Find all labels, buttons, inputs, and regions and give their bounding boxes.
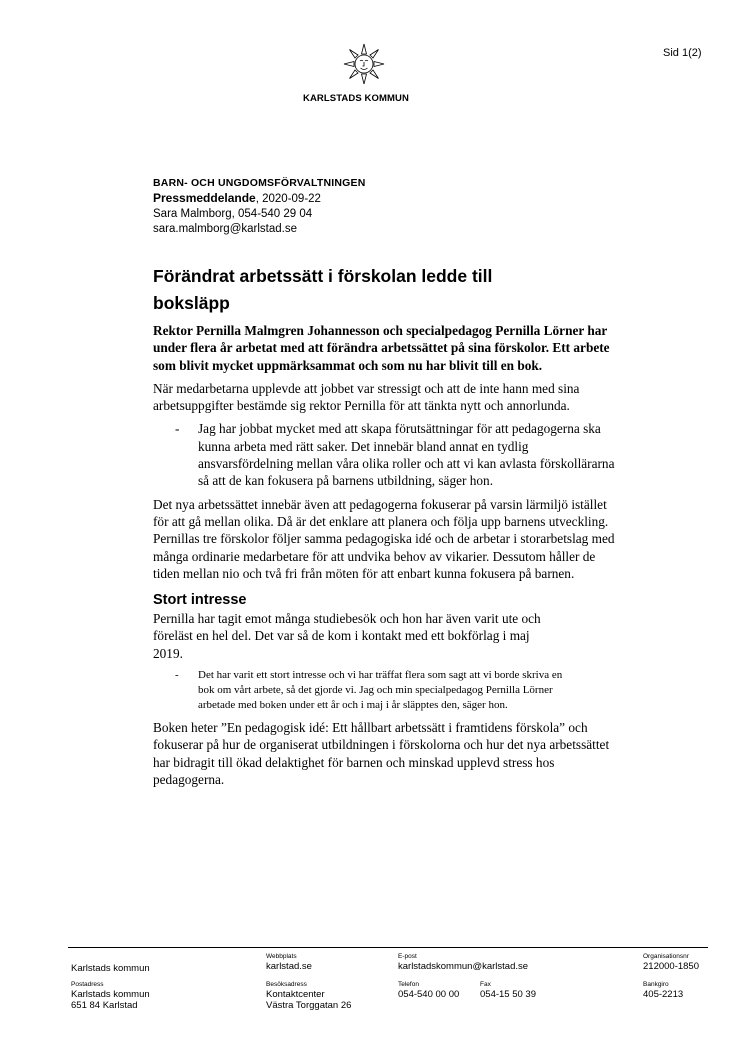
paragraph: Det nya arbetssättet innebär även att pedagogerna fokuserar på varsin lärmiljö istället för att gå mellan olika. Då är det enklare att planera och följa upp barnens utveckling. Pernillas tre förskolor följer samma pedagogiska idé och de arbetar i storarbetslag med många ordinarie medarbetare för att undvika behov av vikarier. Dessutom håller de tiden mellan nio och två fri från möten för att enbart kunna fokusera på barnen.	[153, 496, 615, 581]
footer-web: Webbplats karlstad.se	[266, 953, 312, 972]
footer-orgnr: Organisationsnr 212000-1850	[643, 953, 699, 972]
paragraph: Pernilla har tagit emot många studiebesök och hon har även varit ute och föreläst en hel del. Det var så de kom i kontakt med ett bokförlag i maj 2019.	[153, 611, 541, 661]
quote	[153, 668, 573, 713]
footer-name: Karlstads kommun	[71, 963, 150, 974]
email-link[interactable]: karlstadskommun@karlstad.se	[398, 961, 529, 972]
press-label: Pressmeddelande	[153, 191, 256, 205]
press-header	[153, 176, 366, 237]
page-number: Sid 1(2)	[663, 47, 702, 59]
quote	[153, 420, 623, 489]
org-name: KARLSTADS KOMMUN	[303, 93, 409, 104]
quote-text: Det har varit ett stort intresse och vi har träffat flera som sagt att vi borde skriva en bok om vårt arbete, så det gjorde vi. Jag och min specialpedagog Pernilla Lörner arbetade med boken under ett år och i maj i år släpptes den, säger hon.	[198, 669, 563, 712]
department: BARN- OCH UNGDOMSFÖRVALTNINGEN	[153, 177, 366, 189]
footer-bankgiro: Bankgiro 405-2213	[643, 981, 684, 1000]
dash-bullet: -	[175, 669, 179, 682]
quote-text: Jag har jobbat mycket med att skapa förutsättningar för att pedagogerna ska kunna arbeta med rätt saker. Det innebär bland annat en tydlig ansvarsfördelning mellan våra olika roller och att vi kan avlasta förskollärarna så att de kan fokusera på barnens utbildning, säger hon.	[198, 421, 615, 489]
contact-email[interactable]: sara.malmborg@karlstad.se	[153, 223, 297, 235]
footer-phone: Telefon 054-540 00 00	[398, 981, 460, 1000]
web-link[interactable]: karlstad.se	[266, 961, 312, 972]
headline	[153, 263, 593, 317]
article-body	[153, 322, 623, 794]
footer-fax: Fax 054-15 50 39	[480, 981, 536, 1000]
lead-paragraph: Rektor Pernilla Malmgren Johannesson och specialpedagog Pernilla Lörner har under flera år arbetat med att förändra arbetssättet på sina förskolor. Ett arbete som blivit mycket uppmärksammat och som nu har blivit till en bok.	[153, 323, 610, 373]
headline-line: boksläpp	[153, 293, 230, 313]
footer-divider	[68, 947, 708, 948]
paragraph: När medarbetarna upplevde att jobbet var stressigt och att de inte hann med sina arbetsuppgifter bestämde sig rektor Pernilla för att tänkta nytt och annorlunda.	[153, 380, 580, 414]
footer-postal: Postadress Karlstads kommun 651 84 Karlstad	[71, 981, 150, 1011]
press-line	[153, 191, 366, 207]
contact-name: Sara Malmborg, 054-540 29 04	[153, 208, 313, 220]
footer-visit: Besöksadress Kontaktcenter Västra Torggatan 26	[266, 981, 352, 1011]
footer-email: E-post karlstadskommun@karlstad.se	[398, 953, 529, 972]
paragraph: Boken heter ”En pedagogisk idé: Ett hållbart arbetssätt i framtidens förskola” och fokuserar på hur de organiserat utbildningen i förskolorna och hur det nya arbetssättet har bidragit till ökad delaktighet för barnen och minskad upplevd stress hos pedagogerna.	[153, 720, 610, 787]
sun-with-face-logo	[342, 42, 386, 86]
headline-line: Förändrat arbetssätt i förskolan ledde till	[153, 266, 493, 286]
press-date: , 2020-09-22	[255, 193, 321, 205]
section-heading: Stort intresse	[153, 592, 247, 609]
dash-bullet: -	[175, 421, 180, 437]
